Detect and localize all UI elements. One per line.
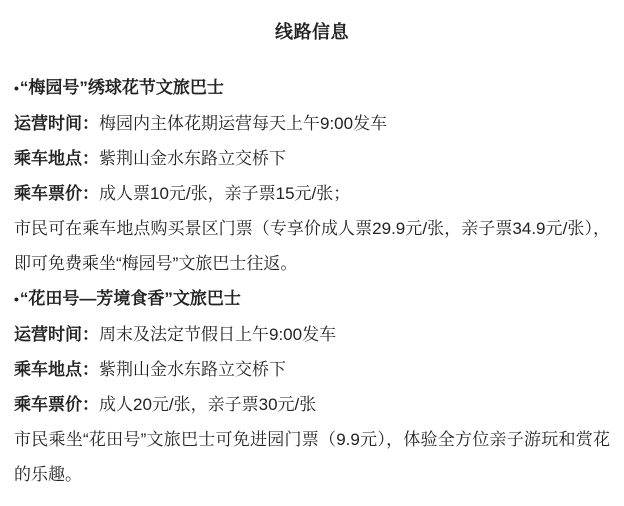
field-label: 乘车地点： <box>14 149 99 168</box>
route-note: 市民乘坐“花田号”文旅巴士可免进园门票（9.9元），体验全方位亲子游玩和赏花的乐趣。 <box>14 430 610 484</box>
bullet-marker: • <box>14 291 19 307</box>
field-row-operating-time <box>14 317 610 352</box>
field-row-ticket-price <box>14 387 610 422</box>
field-value: 成人票10元/张，亲子票15元/张； <box>99 184 351 203</box>
field-value: 紫荆山金水东路立交桥下 <box>99 149 286 168</box>
route-section-huatian <box>14 281 610 492</box>
field-value: 紫荆山金水东路立交桥下 <box>99 360 286 379</box>
field-row-operating-time <box>14 106 610 141</box>
field-value: 成人20元/张，亲子票30元/张 <box>99 395 317 414</box>
field-label: 运营时间： <box>14 114 99 133</box>
field-value: 梅园内主体花期运营每天上午9:00发车 <box>99 114 388 133</box>
bullet-marker: • <box>14 80 19 96</box>
route-heading <box>14 281 610 317</box>
field-label: 乘车地点： <box>14 360 99 379</box>
field-row-boarding-location <box>14 141 610 176</box>
page-title: 线路信息 <box>275 22 349 42</box>
field-row-ticket-price <box>14 176 610 211</box>
route-heading-text: “花田号—芳境食香”文旅巴士 <box>19 289 241 308</box>
field-label: 乘车票价： <box>14 184 99 203</box>
field-row-boarding-location <box>14 352 610 387</box>
route-note: 市民可在乘车地点购买景区门票（专享价成人票29.9元/张，亲子票34.9元/张），即可免费乘坐“梅园号”文旅巴士往返。 <box>14 219 610 273</box>
route-section-meiyuan <box>14 70 610 281</box>
route-heading <box>14 70 610 106</box>
field-label: 运营时间： <box>14 325 99 344</box>
field-value: 周末及法定节假日上午9:00发车 <box>99 325 337 344</box>
field-label: 乘车票价： <box>14 395 99 414</box>
route-heading-text: “梅园号”绣球花节文旅巴士 <box>19 78 224 97</box>
